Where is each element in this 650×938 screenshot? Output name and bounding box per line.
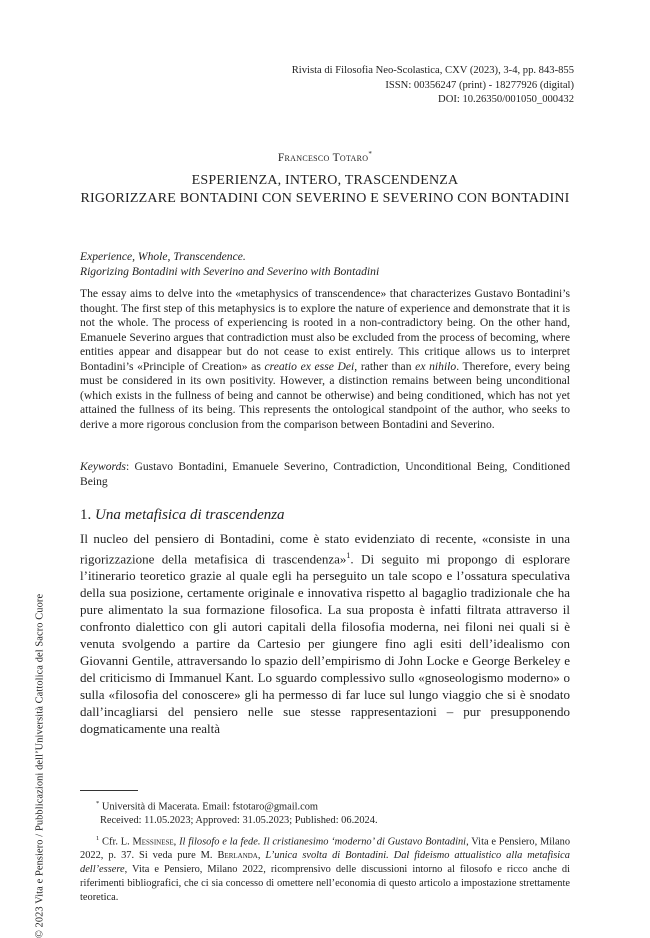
title-line-1: ESPERIENZA, INTERO, TRASCENDENZA: [191, 173, 459, 188]
english-title-line-2: Rigorizing Bontadini with Severino and Severino with Bontadini: [80, 264, 380, 278]
section-heading: 1. Una metafisica di trascendenza: [80, 507, 285, 523]
doi-line: DOI: 10.26350/001050_000432: [438, 94, 574, 105]
footnote-separator: [80, 790, 138, 791]
author-name: Francesco Totaro*: [277, 150, 373, 164]
body-paragraph: Il nucleo del pensiero di Bontadini, come è stato evidenziato di recente, «consiste in una rigorizzazione della metafisica di trascendenza»$^1$. Di seguito mi propongo di esplorare l’itinerario teoretico grazie al quale egli ha perseguito un tale scopo e l’ossatura speculativa della sua posizione, certamente originale e innovativa rispetto al bagaglio tradizionale che ha pure alimentato la sua formazione filosofica. La sua proposta è infatti filtrata attraverso il confronto dialettico con gli autori capitali della filosofia moderna, nei filoni nei quali si è venuta svolgendo a partire da Cartesio per giungere fino agli esiti dell’idealismo con Giovanni Gentile, attraversando lo spazio dell’empirismo di John Locke e George Berkeley e del criticismo di Immanuel Kant. Lo sguardo complessivo sullo «gnoseologismo moderno» o sulla «filosofia del conoscere» gli ha permesso di far luce sul lungo viaggio che si è snodato dall’incagliarsi del pensiero nelle sue stesse rappresentazioni – pur presupponendo dogmaticamente una realtà: [80, 531, 570, 737]
english-title: [80, 250, 570, 279]
keywords: Keywords: Gustavo Bontadini, Emanuele Severino, Contradiction, Unconditional Being, Conditioned Being: [80, 460, 570, 488]
english-title-line-1: Experience, Whole, Transcendence.: [80, 250, 246, 263]
side-copyright: © 2023 Vita e Pensiero / Pubblicazioni dell’Università Cattolica del Sacro Cuore: [34, 593, 46, 938]
journal-header: [292, 64, 574, 108]
issn-line: ISSN: 00356247 (print) - 18277926 (digital): [385, 79, 574, 91]
author-footnote-mark: *: [368, 150, 373, 158]
footnote-ref-1: 1: [346, 551, 351, 560]
keywords-label: Keywords: [80, 460, 126, 473]
title-line-2: RIGORIZZARE BONTADINI CON SEVERINO E SEVERINO CON BONTADINI: [80, 191, 570, 206]
abstract: The essay aims to delve into the «metaphysics of transcendence» that characterizes Gustavo Bontadini’s thought. The first step of this metaphysics is to explore the nature of experience and demonstrate that it is not the whole. The process of experiencing is rooted in a non-contradictory being. On the other hand, Emanuele Severino argues that contradiction must also be excluded from the process of becoming, where entities appear and disappear but do not cease to exist entirely. This critique allows us to interpret Bontadini’s «Principle of Creation» as creatio ex esse Dei, rather than ex nihilo. Therefore, every being must be considered in its own positivity. However, a distinction remains between being unconditional (which exists in the fullness of being and cannot be otherwise) and being conditioned, which has not yet attained the fullness of its being. This represents the ontological standpoint of the author, who seeks to derive a more rigorous conclusion from the comparison between Bontadini and Severino.: [80, 287, 570, 431]
journal-citation: Rivista di Filosofia Neo-Scolastica, CXV (2023), 3-4, pp. 843-855: [291, 65, 574, 76]
author-affiliation-note: * Università di Macerata. Email: fstotaro@gmail.com Received: 11.05.2023; Approved: 31.05.2023; Published: 06.2024.: [96, 800, 378, 827]
article-title: [0, 172, 650, 208]
footnote-1: $^1$ Cfr. L. Messinese, Il filosofo e la fede. Il cristianesimo ‘moderno’ di Gustavo Bontadini, Vita e Pensiero, Milano 2022, p. 37. Si veda pure M. Berlanda, L’unica svolta di Bontadini. Dal fideismo attualistico alla metafisica dell’essere, Vita e Pensiero, Milano 2022, ricomprensivo delle discussioni intorno al filosofo e ricco anche di riferimenti bibliografici, che ci sia concesso di omettere nell’economia di questo articolo a impostazione strettamente teoretica.: [80, 835, 571, 904]
